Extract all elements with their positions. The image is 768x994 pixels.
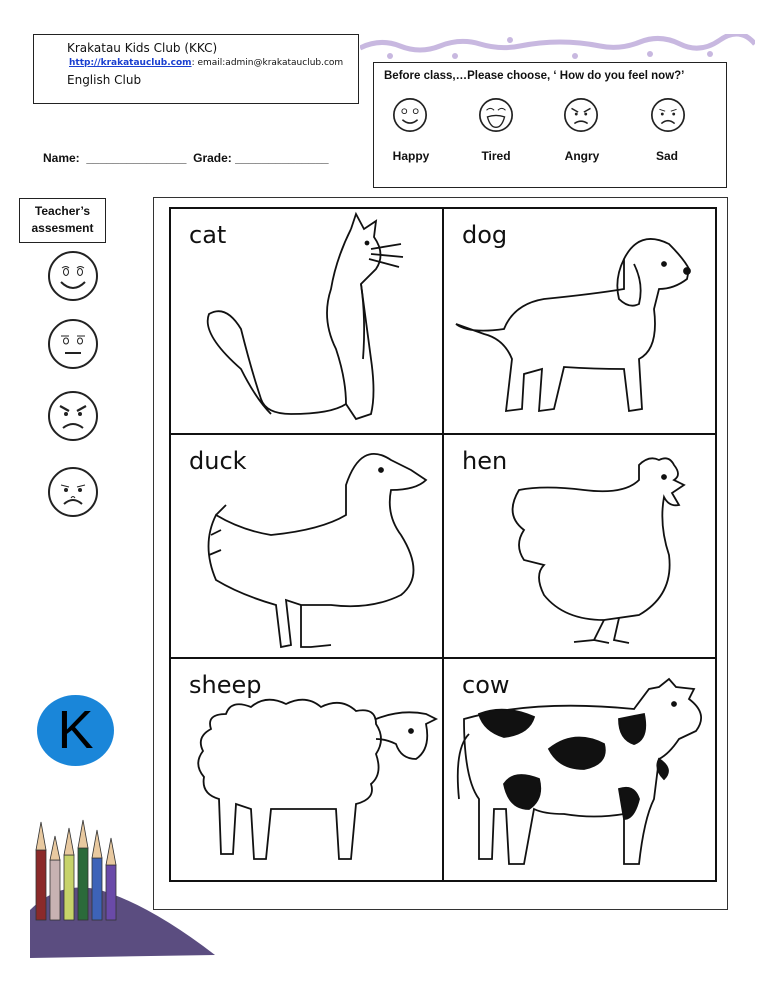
mood-check-box [373, 62, 727, 188]
animal-card-duck[interactable] [171, 435, 442, 657]
neutral-face-icon[interactable] [47, 318, 99, 370]
animal-card-sheep[interactable] [171, 659, 442, 880]
cat-drawing-icon [171, 209, 442, 433]
dog-drawing-icon [444, 209, 715, 433]
animal-label: cow [462, 671, 510, 699]
angry-face-icon[interactable] [47, 390, 99, 442]
hen-drawing-icon [444, 435, 715, 657]
mood-label-happy: Happy [392, 149, 430, 163]
sheep-drawing-icon [171, 659, 442, 880]
name-grade-line: Name: _______________ Grade: ______________ [43, 151, 329, 165]
mood-label-sad: Sad [655, 149, 678, 163]
animal-label: hen [462, 447, 508, 475]
angry-face-icon[interactable] [562, 96, 600, 134]
mood-label-angry: Angry [564, 149, 600, 163]
animal-label: sheep [189, 671, 262, 699]
kkc-logo-k: K [37, 695, 114, 766]
tired-face-icon[interactable] [477, 96, 515, 134]
animal-card-cow[interactable] [444, 659, 715, 880]
animal-label: dog [462, 221, 508, 249]
decorative-wave [360, 34, 755, 64]
club-email: : email:admin@krakatauclub.com [191, 58, 344, 68]
cow-drawing-icon [444, 659, 715, 880]
sad-face-icon[interactable] [649, 96, 687, 134]
mood-question: Before class,…Please choose, ‘ How do you feel now?’ [384, 70, 685, 82]
club-subtitle: English Club [67, 73, 142, 87]
mood-label-tired: Tired [481, 149, 511, 163]
club-contact [69, 58, 343, 68]
duck-drawing-icon [171, 435, 442, 657]
animal-label: duck [189, 447, 247, 475]
teacher-assessment-title: Teacher’s assesment [19, 198, 106, 243]
club-name: Krakatau Kids Club (KKC) [67, 41, 218, 55]
sad-face-icon[interactable] [47, 466, 99, 518]
club-header-box [33, 34, 359, 104]
animal-card-cat[interactable] [171, 209, 442, 433]
animal-card-hen[interactable] [444, 435, 715, 657]
happy-face-icon[interactable] [391, 96, 429, 134]
animal-card-dog[interactable] [444, 209, 715, 433]
animal-label: cat [189, 221, 227, 249]
happy-face-icon[interactable] [47, 250, 99, 302]
club-website-link[interactable]: http://krakatauclub.com [69, 58, 192, 68]
animals-grid [169, 207, 717, 882]
